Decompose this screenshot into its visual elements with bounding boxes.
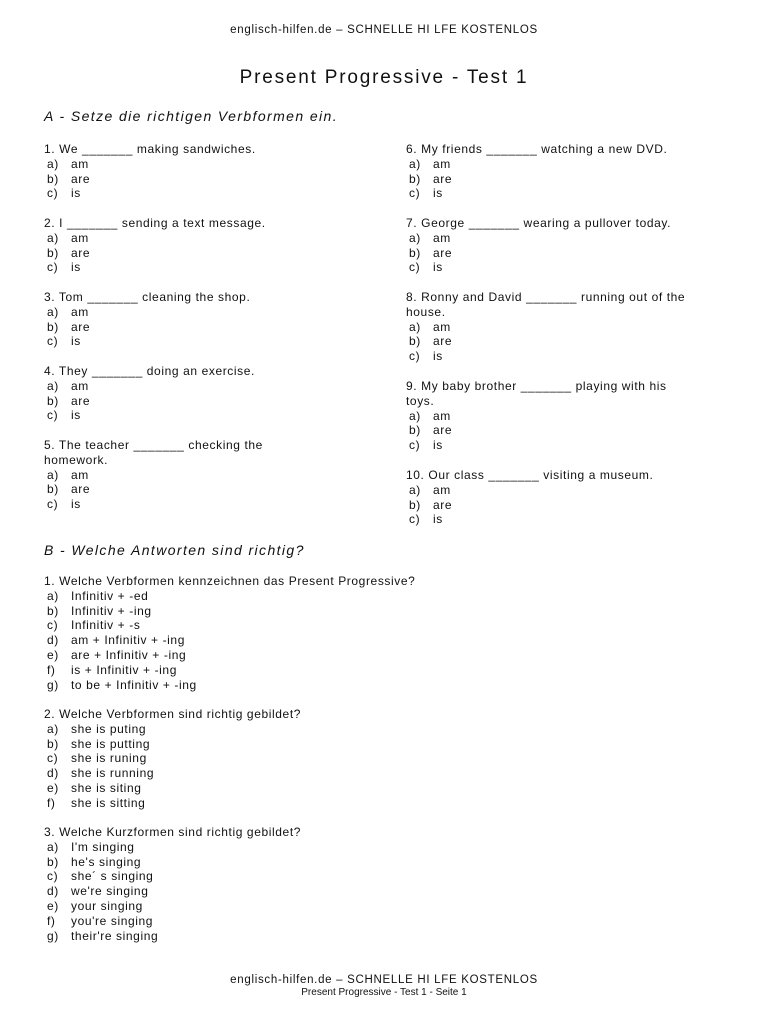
option-text: is [71,408,81,423]
option-letter: c) [409,260,421,275]
answer-option [44,379,255,394]
footer-line-1: englisch-hilfen.de – SCHNELLE HI LFE KOSTENLOS [230,974,538,986]
answer-option [44,320,250,335]
option-letter: e) [47,647,59,662]
question-text: 1. Welche Verbformen kennzeichnen das Present Progressive? [44,574,416,588]
option-text: is [71,260,81,275]
option-letter: b) [47,854,59,869]
option-letter: g) [47,677,59,692]
answer-option [44,648,415,663]
option-text: are [71,319,91,334]
option-letter: b) [409,423,421,438]
option-text: are [433,497,453,512]
question-b-2 [44,707,301,811]
option-letter: d) [47,884,59,899]
answer-option [406,512,653,527]
option-letter: b) [409,497,421,512]
question-text: 3. Welche Kurzformen sind richtig gebildet? [44,825,302,839]
option-letter: a) [47,304,59,319]
option-letter: a) [409,482,421,497]
question-text: 9. My baby brother _______ playing with his [406,379,667,393]
answer-option [44,766,301,781]
question-text: 4. They _______ doing an exercise. [44,364,255,378]
option-letter: a) [409,319,421,334]
option-letter: g) [47,928,59,943]
question-text: toys. [406,393,435,408]
question-a-6 [406,142,667,201]
option-letter: d) [47,766,59,781]
answer-option [406,423,667,438]
option-letter: b) [47,482,59,497]
option-text: am [71,378,89,393]
option-text: is [433,438,443,453]
option-text: am [71,304,89,319]
option-letter: c) [409,186,421,201]
option-text: she is runing [71,751,147,766]
footer-line-2: Present Progressive - Test 1 - Seite 1 [301,987,467,998]
option-text: is [71,186,81,201]
answer-option [44,497,263,512]
option-text: is [433,349,443,364]
option-text: am [433,230,451,245]
question-b-1 [44,574,415,692]
answer-option [44,914,301,929]
option-text: am [71,467,89,482]
answer-option [44,157,256,172]
option-letter: b) [47,319,59,334]
answer-option [44,796,301,811]
answer-option [44,186,256,201]
answer-option [406,157,667,172]
option-letter: b) [47,393,59,408]
answer-option [406,483,653,498]
question-a-1 [44,142,256,201]
answer-option [406,498,653,513]
answer-option [44,482,263,497]
answer-option [44,468,263,483]
answer-option [44,929,301,944]
answer-option [44,305,250,320]
answer-option [44,884,301,899]
answer-option [44,589,415,604]
option-letter: c) [409,349,421,364]
option-text: she is running [71,766,155,781]
option-letter: a) [409,156,421,171]
option-letter: b) [409,245,421,260]
answer-option [44,604,415,619]
answer-option [44,408,255,423]
option-letter: b) [47,245,59,260]
option-text: am + Infinitiv + -ing [71,633,185,648]
option-text: am [71,156,89,171]
option-text: is [433,186,443,201]
option-letter: c) [47,408,59,423]
answer-option [406,438,667,453]
answer-option [406,349,685,364]
question-text: 8. Ronny and David _______ running out of the [406,290,686,304]
question-text: 2. Welche Verbformen sind richtig gebildet? [44,707,302,721]
option-text: I'm singing [71,839,135,854]
option-text: am [71,230,89,245]
answer-option [406,246,671,261]
option-letter: b) [409,171,421,186]
question-a-10 [406,468,653,527]
option-text: is [433,512,443,527]
option-letter: a) [47,378,59,393]
answer-option [406,186,667,201]
option-letter: c) [47,186,59,201]
option-letter: d) [47,633,59,648]
answer-option [44,633,415,648]
page-header: englisch-hilfen.de – SCHNELLE HI LFE KOSTENLOS [230,24,538,36]
question-a-2 [44,216,266,275]
section-a-heading: A - Setze die richtigen Verbformen ein. [44,108,339,124]
option-text: she is siting [71,780,142,795]
option-text: are [433,334,453,349]
option-text: she is putting [71,736,151,751]
option-letter: e) [47,780,59,795]
answer-option [406,320,685,335]
page-footer [0,974,768,998]
answer-option [44,899,301,914]
answer-option [406,172,667,187]
option-text: are [71,393,91,408]
option-text: Infinitiv + -ed [71,588,149,603]
answer-option [44,781,301,796]
option-text: their're singing [71,928,159,943]
option-text: Infinitiv + -s [71,618,141,633]
question-text: 5. The teacher _______ checking the [44,438,263,452]
option-letter: c) [47,334,59,349]
answer-option [44,172,256,187]
question-text: 10. Our class _______ visiting a museum. [406,468,654,482]
option-text: am [433,156,451,171]
question-text: 7. George _______ wearing a pullover today. [406,216,672,230]
option-letter: f) [47,913,56,928]
option-letter: a) [409,230,421,245]
answer-option [44,394,255,409]
answer-option [44,618,415,633]
answer-option [406,260,671,275]
option-letter: b) [409,334,421,349]
option-text: is [433,260,443,275]
option-letter: c) [409,512,421,527]
option-letter: c) [47,751,59,766]
option-letter: e) [47,898,59,913]
answer-option [44,737,301,752]
question-text: house. [406,304,446,319]
option-letter: a) [47,156,59,171]
question-text: homework. [44,452,109,467]
answer-option [44,334,250,349]
section-b-heading: B - Welche Antworten sind richtig? [44,542,305,558]
option-letter: a) [47,467,59,482]
option-letter: c) [47,497,59,512]
option-letter: c) [47,618,59,633]
option-letter: b) [47,171,59,186]
option-text: is [71,334,81,349]
option-text: Infinitiv + -ing [71,603,152,618]
option-text: are [433,423,453,438]
question-a-9 [406,379,667,453]
answer-option [44,246,266,261]
answer-option [44,663,415,678]
option-letter: b) [47,603,59,618]
option-text: we're singing [71,884,149,899]
answer-option [44,869,301,884]
question-b-3 [44,825,301,943]
answer-option [44,722,301,737]
answer-option [44,678,415,693]
option-text: is [71,497,81,512]
option-text: she´ s singing [71,869,154,884]
option-letter: a) [47,721,59,736]
option-text: am [433,319,451,334]
page-title: Present Progressive - Test 1 [239,67,529,88]
option-text: you're singing [71,913,154,928]
option-text: are [433,171,453,186]
option-text: she is sitting [71,795,146,810]
option-text: are [71,482,91,497]
option-letter: c) [47,869,59,884]
option-text: your singing [71,898,143,913]
answer-option [44,840,301,855]
question-text: 3. Tom _______ cleaning the shop. [44,290,251,304]
option-letter: f) [47,662,56,677]
question-a-3 [44,290,250,349]
answer-option [44,231,266,246]
answer-option [44,751,301,766]
answer-option [406,231,671,246]
option-text: he's singing [71,854,142,869]
option-text: to be + Infinitiv + -ing [71,677,197,692]
option-letter: a) [47,839,59,854]
question-text: 6. My friends _______ watching a new DVD. [406,142,668,156]
option-letter: c) [47,260,59,275]
option-text: are [433,245,453,260]
option-text: am [433,482,451,497]
option-letter: a) [409,408,421,423]
option-letter: c) [409,438,421,453]
answer-option [406,334,685,349]
question-a-4 [44,364,255,423]
question-text: 2. I _______ sending a text message. [44,216,266,230]
question-a-5 [44,438,263,512]
option-text: is + Infinitiv + -ing [71,662,177,677]
option-text: are [71,245,91,260]
question-a-7 [406,216,671,275]
option-letter: a) [47,588,59,603]
answer-option [44,855,301,870]
option-text: am [433,408,451,423]
question-text: 1. We _______ making sandwiches. [44,142,256,156]
option-text: are [71,171,91,186]
option-letter: a) [47,230,59,245]
option-text: she is puting [71,721,147,736]
option-text: are + Infinitiv + -ing [71,647,187,662]
question-a-8 [406,290,685,364]
option-letter: f) [47,795,56,810]
answer-option [406,409,667,424]
option-letter: b) [47,736,59,751]
answer-option [44,260,266,275]
